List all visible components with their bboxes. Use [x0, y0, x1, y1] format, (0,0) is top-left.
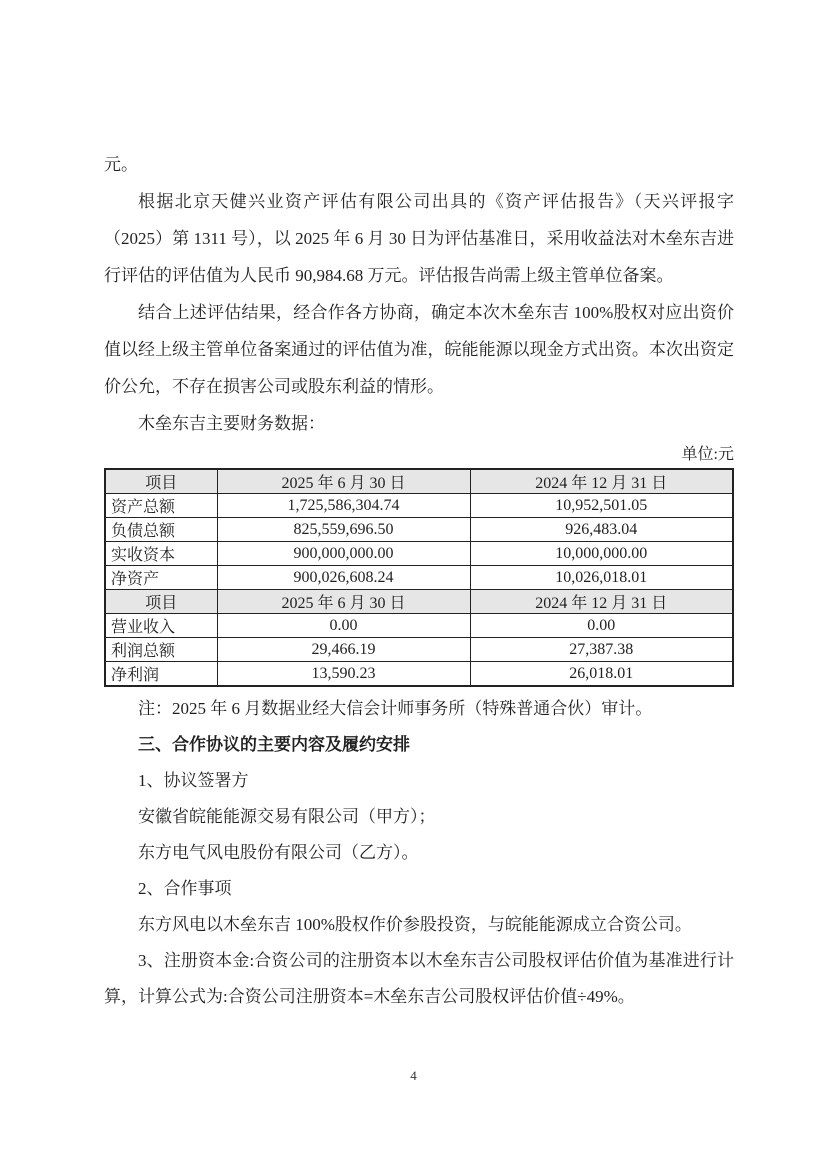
- paragraph-financial-data-intro: 木垒东吉主要财务数据：: [138, 414, 325, 433]
- item-registered-capital: 3、注册资本金:合资公司的注册资本以木垒东吉公司股权评估价值为基准进行计算，计算公式为:合资公司注册资本=木垒东吉公司股权评估价值÷49%。: [104, 951, 734, 1006]
- page-number: 4: [410, 1068, 417, 1083]
- section-heading: 三、合作协议的主要内容及履约安排: [138, 735, 410, 754]
- row-value-cell: 825,559,696.50: [217, 518, 470, 542]
- row-value-cell: 10,026,018.01: [470, 566, 733, 590]
- row-label-cell: 负债总额: [105, 518, 217, 542]
- item-party-b: 东方电气风电股份有限公司（乙方）。: [138, 843, 419, 862]
- item-cooperation-matters: 2、合作事项: [138, 879, 232, 898]
- row-value-cell: 10,000,000.00: [470, 542, 733, 566]
- row-value-cell: 26,018.01: [470, 662, 733, 687]
- row-value-cell: 1,725,586,304.74: [217, 494, 470, 518]
- row-label-cell: 净利润: [105, 662, 217, 687]
- table-row: [105, 518, 733, 542]
- item-agreement-parties: 1、协议签署方: [138, 771, 249, 790]
- row-value-cell: 900,026,608.24: [217, 566, 470, 590]
- row-label-cell: 利润总额: [105, 638, 217, 662]
- row-value-cell: 926,483.04: [470, 518, 733, 542]
- paragraph-valuation-report: 根据北京天健兴业资产评估有限公司出具的《资产评估报告》（天兴评报字（2025）第 1311 号），以 2025 年 6 月 30 日为评估基准日，采用收益法对木垒东吉进行评估的评估值为人民币 90,984.68 万元。评估报告尚需上级主管单位备案。: [104, 192, 734, 285]
- table-row: [105, 542, 733, 566]
- table-header-cell: 2025 年 6 月 30 日: [217, 469, 470, 494]
- row-label-cell: 资产总额: [105, 494, 217, 518]
- table-header-cell: 2024 年 12 月 31 日: [470, 469, 733, 494]
- row-value-cell: 27,387.38: [470, 638, 733, 662]
- item-cooperation-detail: 东方风电以木垒东吉 100%股权作价参股投资，与皖能能源成立合资公司。: [138, 915, 692, 934]
- row-label-cell: 实收资本: [105, 542, 217, 566]
- row-value-cell: 13,590.23: [217, 662, 470, 687]
- table-row: [105, 566, 733, 590]
- table-header-cell: 2025 年 6 月 30 日: [217, 590, 470, 614]
- row-value-cell: 900,000,000.00: [217, 542, 470, 566]
- table-header-cell: 2024 年 12 月 31 日: [470, 590, 733, 614]
- item-party-a: 安徽省皖能能源交易有限公司（甲方）；: [138, 807, 436, 826]
- paragraph-tail: 元。: [104, 155, 138, 174]
- table-row: [105, 638, 733, 662]
- row-value-cell: 29,466.19: [217, 638, 470, 662]
- row-value-cell: 0.00: [470, 614, 733, 638]
- financial-data-table: [104, 468, 734, 687]
- table-row: [105, 662, 733, 687]
- unit-label: 单位:元: [681, 446, 734, 463]
- table-row: [105, 614, 733, 638]
- document-content: [104, 146, 734, 1015]
- table-header-row: [105, 590, 733, 614]
- paragraph-valuation-result: 结合上述评估结果，经合作各方协商，确定本次木垒东吉 100%股权对应出资价值以经上级主管单位备案通过的评估值为准，皖能能源以现金方式出资。本次出资定价公允，不存在损害公司或股东利益的情形。: [104, 303, 734, 396]
- table-header-cell: 项目: [105, 469, 217, 494]
- table-row: [105, 494, 733, 518]
- row-value-cell: 10,952,501.05: [470, 494, 733, 518]
- table-note: 注：2025 年 6 月数据业经大信会计师事务所（特殊普通合伙）审计。: [138, 699, 653, 718]
- financial-table-body: [105, 469, 733, 686]
- row-label-cell: 净资产: [105, 566, 217, 590]
- row-label-cell: 营业收入: [105, 614, 217, 638]
- table-header-row: [105, 469, 733, 494]
- table-header-cell: 项目: [105, 590, 217, 614]
- row-value-cell: 0.00: [217, 614, 470, 638]
